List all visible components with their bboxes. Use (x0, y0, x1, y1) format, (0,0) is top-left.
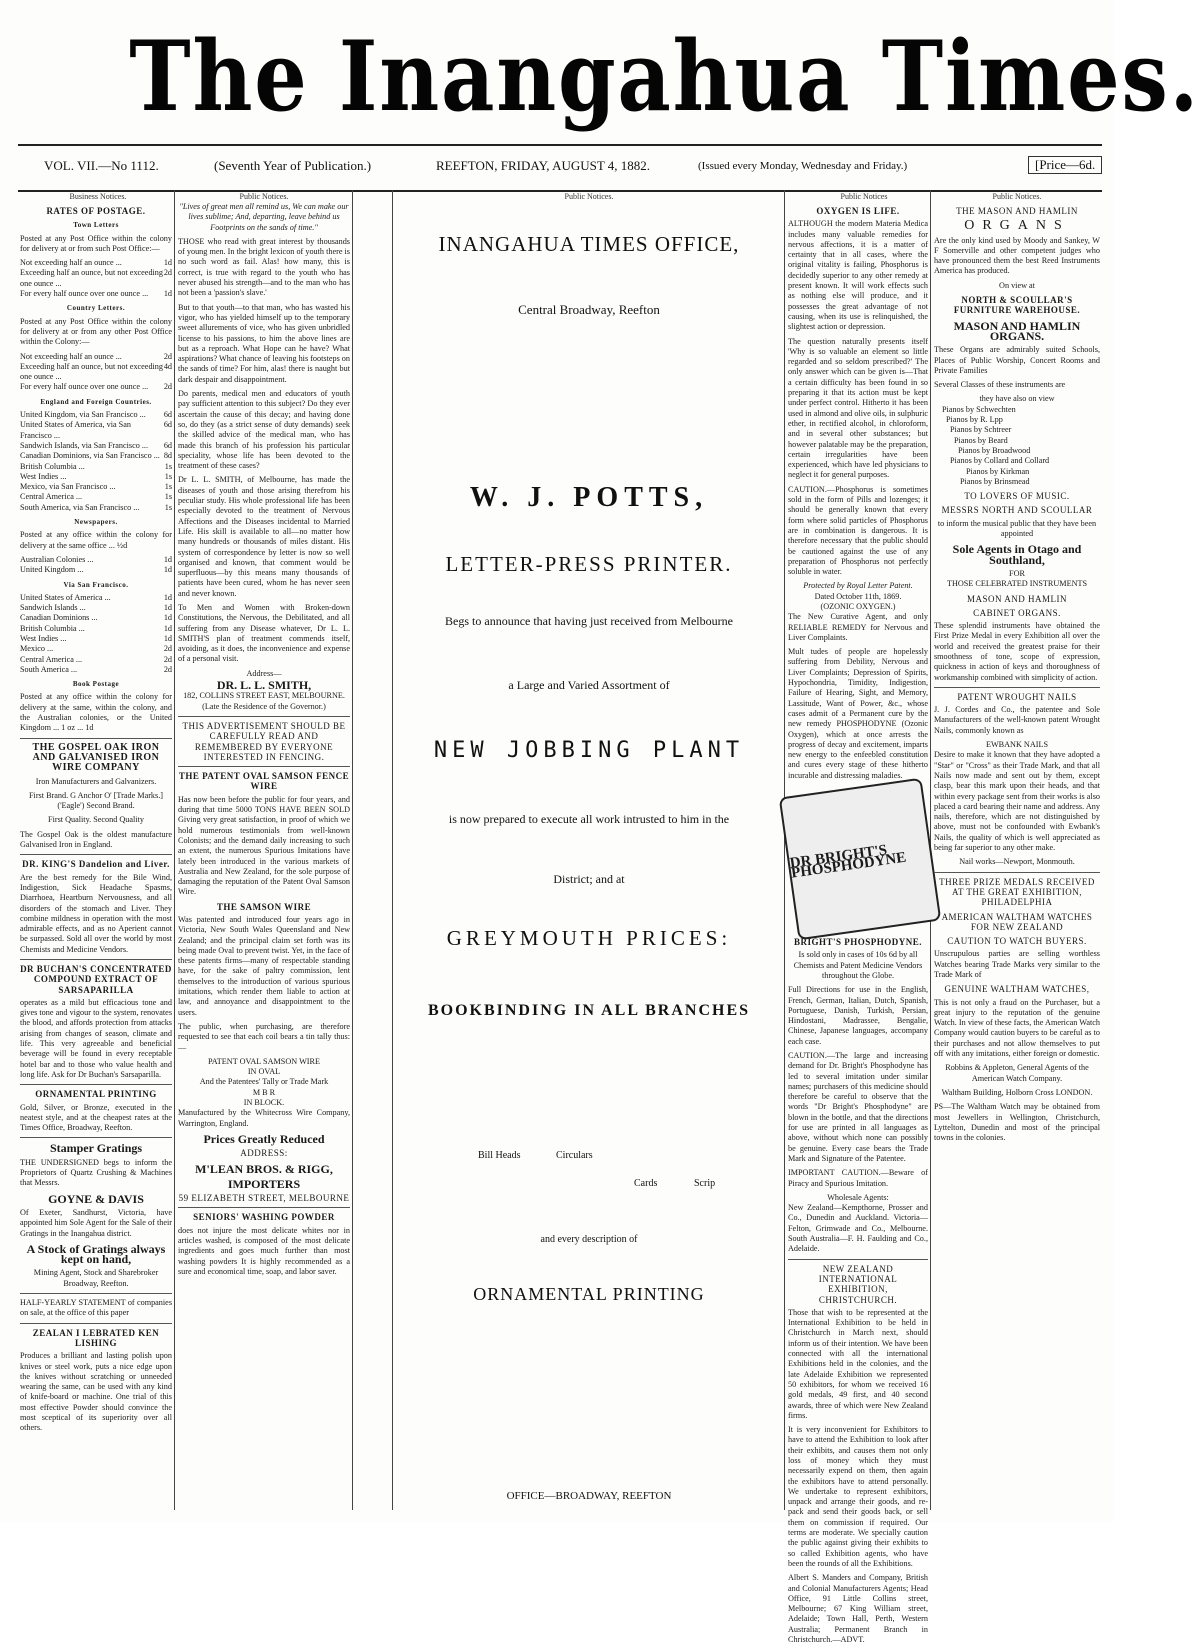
circulars: Circulars (556, 1150, 593, 1161)
samson-text-2: The public, when purchasing, are therefore requested to see that each coil bears a tin tally thus:— (178, 1021, 350, 1052)
rate-row: For every half ounce over one ounce ... 1d (20, 289, 172, 299)
rate-row: Canadian Dominions, via San Francisco ... 8d (20, 451, 172, 461)
ornamental-title: ORNAMENTAL PRINTING (35, 1089, 157, 1100)
gospel-oak-text: The Gospel Oak is the oldest manufacture Galvanised Iron in England. (20, 829, 172, 850)
office-footer: OFFICE—BROADWAY, REEFTON (506, 1490, 672, 1502)
tally-4: M B R (252, 1087, 276, 1097)
scrip: Scrip (694, 1178, 716, 1189)
piano-item: Pianos by Schtreer (950, 425, 1012, 435)
dateline (18, 144, 1102, 192)
smith-para-1: THOSE who read with great interest by thousands of young men. In the bright lexicon of youth there is no such word as fail. Alas! how many, this is correct, is true with regard to the youth who has never abused his strength—and to the man who has not been a 'passion's slave.' (178, 236, 350, 298)
piano-list (934, 405, 1100, 487)
piano-item: Pianos by Collard and Collard (950, 456, 1050, 466)
announce-text: Begs to announce that having just received from Melbourne (445, 614, 733, 628)
district-text: District; and at (553, 872, 625, 886)
prepared-text: is now prepared to execute all work intrusted to him in the (448, 812, 730, 826)
stamper-text: THE UNDERSIGNED begs to inform the Proprietors of Quartz Crushing & Machines that Messrs. (20, 1157, 172, 1188)
masthead (60, 18, 1200, 136)
watch-caution-text: Unscrupulous parties are selling worthless Watches bearing Trade Marks very similar to the Trade Mark of (934, 949, 1100, 979)
rate-row: West Indies ... 1d (20, 633, 172, 643)
price: [Price—6d. (1028, 156, 1102, 174)
trade-title: LETTER-PRESS PRINTER. (445, 552, 733, 576)
mlean-street: 59 ELIZABETH STREET, MELBOURNE (178, 1193, 350, 1204)
warehouse: NORTH & SCOULLAR'S FURNITURE WAREHOUSE. (953, 295, 1081, 316)
doctor-name: DR. L. L. SMITH, (216, 678, 312, 693)
country-letters-heading: Country Letters. (66, 304, 126, 313)
every-description: and every description of (540, 1234, 638, 1245)
smith-para-2: But to that youth—to that man, who has wasted his vigor, who has yielded himself up to the temporary sweet allurements of vice, who has given unbridled license to his passions, to him the above lines are but as a reproach. What Hope can he have? What aspirations? What chance of leaving his footsteps on the sands of time? For him, alas! there is naught but dark despair and disappointment. (178, 302, 350, 384)
divider (20, 1084, 172, 1085)
goyne-davis: GOYNE & DAVIS (48, 1191, 144, 1206)
nails-title: PATENT WROUGHT NAILS (957, 691, 1077, 702)
multitudes-text: Mult tudes of people are hopelessly suffering from Debility, Nervous and Liver Complaints; Depression of Spirits, Hypochondria, Timidity, Indigestion, Failure of Hearing, Sight, and Memory, Lassitude, Want of Power, &c., whose cases admit of a Permanent cure by the new remedy PHOSPHODYNE (Ozonic Oxygen), which at once arrests the progress of decay and excitement, imparts new energy to the enfeebled constitution and cures every stage of these hitherto incurable and distressing maladies. (788, 647, 928, 780)
rate-row: Not exceeding half an ounce ... 1d (20, 258, 172, 268)
divider (20, 1293, 172, 1294)
rate-row: British Columbia ... 1d (20, 623, 172, 633)
organs-suited: These Organs are admirably suited Schools, Places of Public Worship, Concert Rooms and Private Families (934, 345, 1100, 375)
buchan-text: operates as a mild but efficacious tone and gives tone and vigour to the system, renovates the blood, and affords protection from attacks arising from changes of season, climate and life. This very agreeable and beneficial beverage will be found in every receptable hotel bar and to those who value health and long life. Ask for Dr Buchan's Sarsaparilla. (20, 997, 172, 1079)
piano-item: Pianos by R. Lpp (946, 415, 1003, 425)
rate-row: United Kingdom, via San Francisco ... 6d (20, 410, 172, 420)
organs-heading: ORGANS (964, 218, 1070, 234)
column-head-2: Public Notices. (239, 192, 289, 201)
genuine-waltham: GENUINE WALTHAM WATCHES, (944, 984, 1090, 995)
dr-kings-text: Are the best remedy for the Bile Wind, Indigestion, Sick Headache Spasms, Diarrhoea, Heartburn Nervousness, and all disorders of the stomach and Liver. They combine mildness in operation with the most admirable effects, and as no Aperient cannot be surpassed. Sold all over the world by most Chemists and Medicine Vendors. (20, 872, 172, 954)
column-head-4: Public Notices (840, 192, 888, 201)
tally-1: PATENT OVAL SAMSON WIRE (208, 1056, 320, 1066)
ewbank: EWBANK NAILS (985, 740, 1049, 750)
oxygen-title: OXYGEN IS LIFE. (816, 206, 900, 216)
nails-text: J. J. Cordes and Co., the patentee and Sole Manufacturers of the well-known patent Wrought Nails, commonly known as (934, 705, 1100, 735)
directions-text: Full Directions for use in the English, French, German, Italian, Dutch, Spanish, Portuguese, Danish, Turkish, Persian, Hindostani, Madrassee, Bengalie, Chinese, Japanese languages, accompany each case. (788, 985, 928, 1046)
divider (788, 1259, 928, 1260)
ornamental-text: Gold, Silver, or Bronze, executed in the neatest style, and at the cheapest rates at the Times Office, Broadway, Reefton. (20, 1102, 172, 1133)
rate-row: Central America ... 2d (20, 654, 172, 664)
waltham-watches: AMERICAN WALTHAM WATCHES FOR NEW ZEALAND (941, 911, 1093, 932)
dated: Dated October 11th, 1869. (814, 591, 902, 601)
rate-row: United States of America ... 1d (20, 592, 172, 602)
samson-title: THE SAMSON WIRE (216, 901, 312, 912)
fence-title: THE PATENT OVAL SAMSON FENCE WIRE (178, 771, 350, 792)
times-office-advertisement (398, 202, 780, 1520)
proprietor-name: W. J. POTTS, (469, 482, 709, 513)
divider (178, 766, 350, 767)
splendid-text: These splendid instruments have obtained the First Prize Medal in every Exhibition all over the world and received the greatest praise for their smoothness of tone, scope of expression, quickness in action of keys and thoroughness of workmanship combined with simplicity of action. (934, 621, 1100, 682)
office-location: Central Broadway, Reefton (518, 302, 660, 317)
piano-item: Pianos by Schwechten (942, 404, 1016, 414)
sold-text: Is sold only in cases of 10s 6d by all Chemists and Patent Medicine Vendors throughout the Globe. (793, 950, 923, 980)
divider (934, 872, 1100, 873)
column-rule (784, 190, 785, 1510)
place-date: REEFTON, FRIDAY, AUGUST 4, 1882. (436, 158, 651, 173)
celebrated: THOSE CELEBRATED INSTRUMENTS (946, 579, 1088, 589)
town-letters-text: Posted at any Post Office within the colony for delivery at or from such Post Office:— (20, 233, 172, 253)
divider (178, 1207, 350, 1208)
protected: Protected by Royal Letter Patent. (803, 581, 913, 591)
book-postage-heading: Book Postage (72, 680, 120, 689)
rate-row: South America, via San Francisco ... 1s (20, 502, 172, 512)
stamper-text-2: Of Exeter, Sandhurst, Victoria, have appointed him Sole Agent for the Sale of their Gratings in the Inangahua district. (20, 1207, 172, 1238)
newspapers-text: Posted at any office within the colony for delivery at the same office ... ½d (20, 530, 172, 550)
volume-number: VOL. VII.—No 1112. (44, 158, 159, 173)
office-title: INANGAHUA TIMES OFFICE, (438, 232, 740, 256)
mason-hamlin-organs: MASON AND HAMLIN ORGANS. (953, 318, 1081, 343)
rate-row: Central America ... 1s (20, 492, 172, 502)
town-letters-heading: Town Letters (73, 221, 119, 230)
wholesale-heading: Wholesale Agents: (827, 1192, 889, 1202)
also-on-view: they have also on view (979, 394, 1055, 404)
column-head-6: Public Notices. (992, 192, 1042, 201)
nz-exhibition-title: NEW ZEALAND INTERNATIONAL EXHIBITION, CHRISTCHURCH. (818, 1263, 898, 1305)
column-head-3: Public Notices. (564, 192, 614, 201)
nail-works: Nail works—Newport, Monmouth. (959, 857, 1075, 867)
for-label: FOR (1009, 568, 1025, 578)
oxygen-text: ALTHOUGH the modern Materia Medica includes many valuable remedies for nervous affections, it is a matter of certainty that in all cases, where the original vitality is failing, Phosphorus is decidedly superior to any other remedy at present known. It will work effects such as nothing else will produce, and it possesses the great advantage of not causing, when its use is relinquished, the slightest action or depression. (788, 219, 928, 332)
mason-hamlin-title: THE MASON AND HAMLIN (956, 206, 1078, 216)
manufacturer: Manufactured by the Whitecross Wire Company, Warrington, England. (178, 1108, 350, 1128)
sole-agents: Sole Agents in Otago and Southland, (952, 542, 1082, 567)
nz-exhibition-text-2: It is very inconvenient for Exhibitors to have to attend the Exhibition to look after their exhibits, and causes them not only loss of money which they must necessarily expend on them, then again the exhibitors have to attend personally. We undertake to represent exhibitors, unpack and arrange their goods, and re-pack and send their goods back, or sell them on commission if required. Our terms are moderate. We specially caution the public against giving their exhibits to so called Exhibition agents, who have been the rounds of all the Exhibitions. (788, 1425, 928, 1568)
waltham-ps: PS—The Waltham Watch may be obtained from most Jewellers in Wellington, Christchurch, Lyttelton, Dunedin and most of the principal towns in the colonies. (934, 1102, 1100, 1143)
ornamental-printing: ORNAMENTAL PRINTING (473, 1284, 705, 1304)
divider (20, 854, 172, 855)
samson-text: Was patented and introduced four years ago in Victoria, New South Wales Queensland and New Zealand; and the principal claim set forth was its being made Oval to prevent twist. Yet, in the face of these patents firms—many of respectable standing have, for the sake of paltry commission, lent themselves to the introduction of various spurious imitations, which render them liable to action at law, and annoyance and disappointment to the users. (178, 915, 350, 1017)
divider (20, 959, 172, 960)
column-public-notices-4 (934, 202, 1100, 1518)
address-label: Address— (246, 668, 282, 678)
phosphodyne-seal (779, 778, 942, 941)
rate-row: Exceeding half an ounce, but not exceeding one ounce ... 2d (20, 268, 172, 288)
caution-2: CAUTION.—The large and increasing demand for Dr. Bright's Phosphodyne has led to several imitation under similar names; purchasers of this medicine should therefore be careful to observe that the words "Dr Bright's Phosphodyne" are blown in the bottle, and that the directions for use are printed in all languages as above, without which none can possibly be genuine. Every case bears the Trade Mark and Signature of the Patentee. (788, 1051, 928, 1163)
ozonic: (OZONIC OXYGEN.) (820, 601, 896, 611)
stamper-gratings-title: Stamper Gratings (49, 1141, 143, 1156)
bookbinding: BOOKBINDING IN ALL BRANCHES (427, 1002, 751, 1019)
phosphodyne-caption: BRIGHT'S PHOSPHODYNE. (793, 937, 923, 948)
masthead-title: The Inangahua Times. (129, 20, 1200, 133)
half-yearly-text: HALF-YEARLY STATEMENT of companies on sale, at the office of this paper (20, 1298, 172, 1318)
smith-address (178, 669, 350, 712)
gospel-oak-title: THE GOSPEL OAK IRON AND GALVANISED IRON WIRE COMPANY (32, 741, 160, 774)
important-caution: IMPORTANT CAUTION.—Beware of Piracy and Spurious Imitation. (788, 1168, 928, 1188)
poem: "Lives of great men all remind us, We can make our lives sublime; And, departing, leave behind us Footprints on the sands of time." (179, 202, 349, 232)
piano-item: Pianos by Brinsmead (960, 476, 1030, 486)
column-public-notices-3 (788, 202, 928, 1645)
smith-para-4: Dr L. L. SMITH, of Melbourne, has made the diseases of youth and those arising therefrom his peculiar study. His whole professional life has been especially devoted to the treatment of Nervous Affections and the Diseases incidental to Married Life. His skill is available to all—no matter how many hundreds or thousands of miles distant. His system of correspondence by letter is now so well organised and known, that comment would be superfluous—by this means many thousands of patients have been cured, whom he has never seen and never known. (178, 475, 350, 598)
column-rule (392, 190, 393, 1510)
lovers-of-music: TO LOVERS OF MUSIC. (964, 491, 1070, 502)
issue-schedule: (Issued every Monday, Wednesday and Friday.) (698, 160, 908, 172)
rate-row: Not exceeding half an ounce ... 2d (20, 351, 172, 361)
prices-reduced: Prices Greatly Reduced (203, 1131, 325, 1146)
rate-row: Sandwich Islands ... 1d (20, 603, 172, 613)
column-rule (174, 190, 175, 1510)
rate-row: British Columbia ... 1s (20, 461, 172, 471)
greymouth-prices: GREYMOUTH PRICES: (446, 926, 732, 950)
gospel-oak-quality: First Quality. Second Quality (48, 815, 144, 825)
jobbing-plant: NEW JOBBING PLANT (433, 738, 745, 763)
divider (20, 738, 172, 739)
divider (178, 716, 350, 717)
robbins: Robbins & Appleton, General Agents of the American Watch Company. (945, 1063, 1089, 1083)
tally-5: IN BLOCK. (243, 1098, 285, 1108)
bill-heads: Bill Heads (478, 1150, 521, 1161)
prize-medals: THREE PRIZE MEDALS RECEIVED AT THE GREAT EXHIBITION, PHILADELPHIA (939, 876, 1095, 908)
genuine-text: This is not only a fraud on the Purchaser, but a great injury to the reputation of the genuine Watch. In view of these facts, the American Watch Company would caution buyers to be careful as to their purchases and not allow themselves to put off with any imitations, either foreign or domestic. (934, 997, 1100, 1059)
rate-row: Exceeding half an ounce, but not exceeding one ounce ... 4d (20, 361, 172, 382)
curative-agent: The New Curative Agent, and only RELIABLE REMEDY for Nervous and Liver Complaints. (788, 612, 928, 642)
publication-year: (Seventh Year of Publication.) (214, 158, 372, 173)
column-head-1: Business Notices. (69, 192, 127, 201)
rate-row: United Kingdom ... 1d (20, 565, 172, 575)
stock-of-gratings: A Stock of Gratings always kept on hand, (26, 1241, 166, 1267)
assortment-text: a Large and Varied Assortment of (508, 678, 670, 692)
organs-text: Are the only kind used by Moody and Sankey, W F Somerville and other competent judges who have pronounced them the best Reed Instruments America has produced. (934, 235, 1100, 276)
rate-row: For every half ounce over one ounce ... 2d (20, 382, 172, 392)
several-classes: Several Classes of these instruments are (934, 380, 1066, 390)
smith-para-5: To Men and Women with Broken-down Constitutions, the Nervous, the Debilitated, and all suffering from any Disease whatever, Dr L. L. SMITH'S plan of treatment commends itself, avoiding, as it does, the inconvenience and expense of a personal visit. (178, 602, 350, 664)
nz-exhibition-sign: Albert S. Manders and Company, British and Colonial Manufacturers Agents; Head Office, 91 Little Collins street, Melbourne; 67 King William street, Adelaide; Town Hall, Perth, Western Australia; Permanent Branch in Christchurch.—ADVT. (788, 1573, 928, 1645)
tally-3: And the Patentees' Tally or Trade Mark (199, 1077, 329, 1087)
mlean-bros: M'LEAN BROS. & RIGG, (195, 1161, 333, 1176)
postage-title: RATES OF POSTAGE. (46, 206, 146, 216)
divider (934, 687, 1100, 688)
waltham-works: Waltham Building, Holborn Cross LONDON. (941, 1087, 1093, 1097)
rate-row: Mexico, via San Francisco ... 1s (20, 482, 172, 492)
country-letters-text: Posted at any Post Office within the colony for delivery at or from any other Post Office within the Colony:— (20, 316, 172, 347)
rate-row: Mexico ... 2d (20, 644, 172, 654)
piano-item: Pianos by Kirkman (966, 466, 1030, 476)
tally-2: IN OVAL (247, 1067, 281, 1077)
importers: IMPORTERS (227, 1176, 301, 1191)
gospel-oak-brands: First Brand. G Anchor O' [Trade Marks.] ('Eagle') Second Brand. (29, 790, 163, 811)
rate-row: West Indies ... 1s (20, 471, 172, 481)
column-rule (352, 190, 353, 1510)
stamper-sign: Mining Agent, Stock and Sharebroker Broadway, Reefton. (33, 1268, 159, 1288)
inform-text: to inform the musical public that they have been appointed (937, 518, 1097, 539)
piano-item: Pianos by Beard (954, 435, 1008, 445)
piano-item: Pianos by Broadwood (958, 445, 1031, 455)
phosphorus-caution: CAUTION.—Phosphorus is sometimes sold in the form of Pills and lozenges; it should be generally known that every form where solid particles of Phosphorus are in combination is dangerous. It is therefore necessary that the public should be cautioned against the use of any preparation of Phosphorus not perfectly soluble in water. (788, 484, 928, 577)
zealandia-title: ZEALAN I LEBRATED KEN LISHING (32, 1327, 160, 1348)
samson-tally (178, 1057, 350, 1108)
fence-text: Has now been before the public for four years, and during that time 5000 TONS HAVE BEEN SOLD Giving very great satisfaction, in proof of which we hold numerous testimonials from well-known Colonists; and the demand daily increasing to such an extent, the numerous Spurious Imitations have lately been introduced in the various markets of Australia and New Zealand, for the sole purpose of damaging the reputation of the Patent Oval Samson Wire. (178, 794, 350, 897)
oxygen-text-2: The question naturally presents itself 'Why is so valuable an element so little regarded and so seldom prescribed?' The only answer which can be given is—That a certain difficulty has been found in so preparing it that its action must be kept under perfect control. Hitherto it has been used in almond and olive oils, in sulphuric ether, in rectified alcohol, in chloroform, and in several other substances; but however palatable may be the preparation, certain irregularities have been experienced, which have led physicians to neglect it for general purposes. (788, 336, 928, 480)
smith-para-3: Do parents, medical men and educators of youth pay sufficient attention to this subject? Do they ever ascertain the cause of this decay; and having done so, do they (as a strict sense of duty demands) seek the skilled advice of the medical man, who has made this branch of his profession his particular speciality, whose life has been devoted to the treatment of these cases? (178, 389, 350, 471)
address-heading: ADDRESS: (240, 1148, 288, 1159)
dr-kings-title: DR. KING'S Dandelion and Liver. (22, 859, 170, 870)
watch-caution: CAUTION TO WATCH BUYERS. (947, 936, 1087, 947)
buchan-title: DR BUCHAN'S CONCENTRATED COMPOUND EXTRACT OF SARSAPARILLA (20, 964, 172, 995)
rate-row: Australian Colonies ... 1d (20, 554, 172, 564)
rate-row: United States of America, via San Francisco ... 6d (20, 420, 172, 440)
rate-row: South America ... 2d (20, 664, 172, 674)
rate-row: Sandwich Islands, via San Francisco ... 6d (20, 440, 172, 450)
nails-text-2: Desire to make it known that they have adopted a "Star" or "Cross" as their Trade Mark, and that all Nails now made and sent out by them, except clasp, bear this mark upon their heads, and that within every package sent from their works is also placed a card bearing their name and address. Any nails, therefore, which are not distinguished by above, must not be confounded with Ewbank's Nails, the quality of which is well appreciated as being far superior to any other make. (934, 750, 1100, 853)
mason-hamlin: MASON AND HAMLIN (966, 593, 1067, 604)
doctor-street: 182, COLLINS STREET EAST, MELBOURNE. (183, 691, 345, 701)
foreign-heading: England and Foreign Countries. (40, 397, 152, 406)
newspapers-heading: Newspapers. (74, 518, 118, 527)
doctor-note: (Late the Residence of the Governor.) (202, 701, 326, 711)
on-view: On view at (999, 280, 1035, 290)
cabinet-organs: CABINET ORGANS. (973, 607, 1061, 618)
via-sf-heading: Via San Francisco. (63, 580, 129, 589)
washing-powder-text: does not injure the most delicate whites nor in articles washed, is composed of the most delicate ingredients and goes much further than most washing powders It is highly recommended as a sure and economical time, soap, and labor saver. (178, 1225, 350, 1276)
messrs: MESSRS NORTH AND SCOULLAR (941, 505, 1093, 516)
gospel-oak-sub: Iron Manufacturers and Galvanizers. (35, 776, 157, 786)
book-postage-text: Posted at any office within the colony for delivery at the same, within the colony, and the Australian colonies, or the United Kingdom ... 1 oz ... 1d (20, 692, 172, 733)
rate-row: Canadian Dominions ... 1d (20, 613, 172, 623)
cards: Cards (634, 1178, 658, 1189)
washing-powder-title: SENIORS' WASHING POWDER (193, 1212, 335, 1223)
column-public-notices-1 (178, 202, 350, 1518)
seal-text: DR BRIGHT'S PHOSPHODYNE (788, 841, 908, 882)
agents-text: New Zealand—Kempthorne, Prosser and Co., Dunedin and Auckland. Victoria—Felton, Grimwade and Co., Melbourne. South Australia—F. H. Faulding and Co., Adelaide. (788, 1203, 928, 1254)
divider (20, 1137, 172, 1138)
zealandia-text: Produces a brilliant and lasting polish upon knives or steel work, puts a nice edge upon the knives without scratching or unneeded wearing the same, can be used with any kind of knife-board or machine. One trial of this most effective Powder should convince the most sceptical of its superiority over all others. (20, 1351, 172, 1433)
fencing-notice: THIS ADVERTISEMENT SHOULD BE CAREFULLY READ AND REMEMBERED BY EVERYONE INTERESTED IN FENCING. (182, 720, 346, 762)
divider (20, 1323, 172, 1324)
column-business-notices (20, 202, 172, 1518)
nz-exhibition-text: Those that wish to be represented at the International Exhibition to be held in Christchurch in March next, should inform us of their intention. We have been connected with all the international Exhibitions held in the colonies, and the late Adelaide Exhibition we represented 50 exhibitors, for whom we received 16 gold medals, 49 first, and 40 second awards, three of which were New Zealand firms. (788, 1307, 928, 1420)
